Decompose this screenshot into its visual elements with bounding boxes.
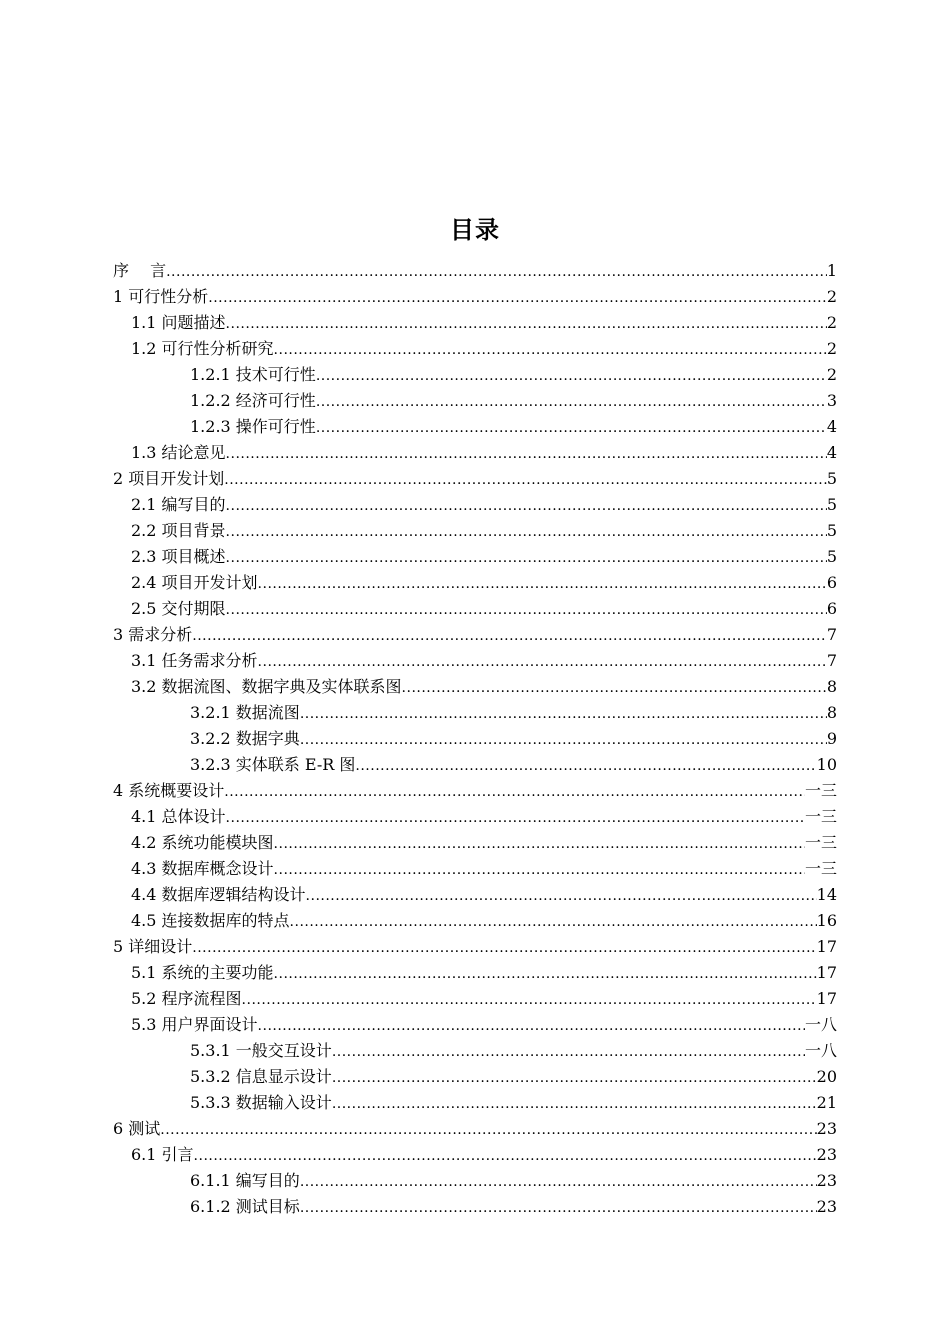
toc-entry-page-number: 8 <box>826 703 837 722</box>
toc-entry-label: 1.3 结论意见 <box>131 443 226 462</box>
toc-entry-label: 2.1 编写目的 <box>131 495 226 514</box>
toc-entry-page-number: 2 <box>826 365 837 384</box>
toc-dot-leader <box>192 934 816 961</box>
toc-entry[interactable] <box>113 310 837 336</box>
toc-entry-label: 5.3.2 信息显示设计 <box>190 1067 332 1086</box>
toc-entry-label: 3.2 数据流图、数据字典及实体联系图 <box>131 677 402 696</box>
toc-entry[interactable] <box>113 1168 837 1194</box>
toc-dot-leader <box>316 388 827 415</box>
toc-entry-label: 2.4 项目开发计划 <box>131 573 258 592</box>
toc-entry-label: 5.3.1 一般交互设计 <box>190 1041 332 1060</box>
toc-entry[interactable] <box>113 1090 837 1116</box>
toc-entry-page-number: 7 <box>826 625 837 644</box>
toc-dot-leader <box>226 440 827 467</box>
toc-entry-page-number: 17 <box>816 937 837 956</box>
toc-entry-page-number: 5 <box>826 547 837 566</box>
toc-entry[interactable] <box>113 258 837 284</box>
toc-dot-leader <box>224 778 805 805</box>
toc-entry-page-number: 23 <box>816 1197 837 1216</box>
toc-entry[interactable] <box>113 570 837 596</box>
toc-entry[interactable] <box>113 674 837 700</box>
toc-entry-page-number: 5 <box>826 521 837 540</box>
toc-dot-leader <box>274 960 817 987</box>
toc-dot-leader <box>166 258 827 285</box>
toc-entry[interactable] <box>113 1194 837 1220</box>
toc-entry-page-number: 20 <box>816 1067 837 1086</box>
toc-dot-leader <box>226 492 827 519</box>
toc-dot-leader <box>290 908 817 935</box>
toc-entry[interactable] <box>113 778 837 804</box>
toc-entry-page-number: 4 <box>826 443 837 462</box>
toc-entry-page-number: 17 <box>816 989 837 1008</box>
toc-entry-label: 6.1.1 编写目的 <box>190 1171 300 1190</box>
toc-dot-leader <box>300 726 827 753</box>
toc-entry-page-number: 一三 <box>804 833 837 852</box>
toc-entry-label: 5.1 系统的主要功能 <box>131 963 274 982</box>
toc-title: 目录 <box>450 216 500 244</box>
toc-entry[interactable] <box>113 440 837 466</box>
toc-dot-leader <box>226 544 827 571</box>
toc-entry-label: 3 需求分析 <box>113 625 193 644</box>
toc-entry-page-number: 16 <box>816 911 837 930</box>
toc-entry[interactable] <box>113 700 837 726</box>
toc-entry[interactable] <box>113 752 837 778</box>
toc-dot-leader <box>332 1038 805 1065</box>
toc-entry-label: 序 言 <box>113 261 167 280</box>
toc-dot-leader <box>316 362 827 389</box>
toc-entry[interactable] <box>113 336 837 362</box>
toc-entry-page-number: 2 <box>826 313 837 332</box>
toc-entry[interactable] <box>113 804 837 830</box>
toc-entry[interactable] <box>113 362 837 388</box>
toc-entry[interactable] <box>113 596 837 622</box>
toc-entry[interactable] <box>113 388 837 414</box>
toc-dot-leader <box>332 1064 817 1091</box>
toc-dot-leader <box>274 856 805 883</box>
toc-entry[interactable] <box>113 1038 837 1064</box>
toc-entry-page-number: 一三 <box>804 859 837 878</box>
toc-dot-leader <box>242 986 817 1013</box>
toc-entry-label: 1.1 问题描述 <box>131 313 226 332</box>
toc-dot-leader <box>316 414 827 441</box>
toc-entry-label: 1.2.1 技术可行性 <box>190 365 316 384</box>
toc-entry-label: 1.2 可行性分析研究 <box>131 339 274 358</box>
toc-entry-page-number: 一三 <box>804 807 837 826</box>
toc-entry-label: 4.3 数据库概念设计 <box>131 859 274 878</box>
toc-dot-leader <box>306 882 817 909</box>
toc-entry-label: 3.2.1 数据流图 <box>190 703 300 722</box>
toc-dot-leader <box>402 674 827 701</box>
toc-entry-page-number: 8 <box>826 677 837 696</box>
toc-entry[interactable] <box>113 284 837 310</box>
toc-dot-leader <box>160 1116 816 1143</box>
toc-entry[interactable] <box>113 1064 837 1090</box>
toc-entry-label: 6.1.2 测试目标 <box>190 1197 300 1216</box>
toc-dot-leader <box>274 336 827 363</box>
toc-entry-page-number: 9 <box>826 729 837 748</box>
toc-dot-leader <box>332 1090 817 1117</box>
toc-entry-label: 4 系统概要设计 <box>113 781 225 800</box>
toc-entry-label: 2 项目开发计划 <box>113 469 225 488</box>
toc-entry-label: 5.2 程序流程图 <box>131 989 242 1008</box>
toc-entry[interactable] <box>113 830 837 856</box>
toc-entry-page-number: 5 <box>826 495 837 514</box>
toc-entry-page-number: 21 <box>816 1093 837 1112</box>
toc-dot-leader <box>226 804 805 831</box>
toc-dot-leader <box>258 648 827 675</box>
toc-entry-label: 5.3.3 数据输入设计 <box>190 1093 332 1112</box>
toc-entry-label: 4.4 数据库逻辑结构设计 <box>131 885 306 904</box>
toc-entry[interactable] <box>113 518 837 544</box>
toc-entry-label: 1 可行性分析 <box>113 287 209 306</box>
toc-dot-leader <box>226 518 827 545</box>
toc-entry-page-number: 23 <box>816 1171 837 1190</box>
toc-entry-page-number: 2 <box>826 339 837 358</box>
toc-entry[interactable] <box>113 1116 837 1142</box>
toc-entry-label: 5.3 用户界面设计 <box>131 1015 258 1034</box>
toc-entry[interactable] <box>113 1012 837 1038</box>
toc-entry[interactable] <box>113 414 837 440</box>
toc-dot-leader <box>300 1168 817 1195</box>
toc-entry-page-number: 10 <box>816 755 837 774</box>
toc-entry-page-number: 14 <box>816 885 837 904</box>
toc-dot-leader <box>194 1142 817 1169</box>
toc-entry-page-number: 7 <box>826 651 837 670</box>
toc-list <box>113 258 837 1220</box>
toc-entry-label: 5 详细设计 <box>113 937 193 956</box>
toc-dot-leader <box>300 700 827 727</box>
toc-entry[interactable] <box>113 934 837 960</box>
toc-dot-leader <box>226 310 827 337</box>
toc-dot-leader <box>258 570 827 597</box>
toc-entry-page-number: 6 <box>826 599 837 618</box>
toc-entry-label: 2.3 项目概述 <box>131 547 226 566</box>
toc-entry-label: 4.1 总体设计 <box>131 807 226 826</box>
toc-entry[interactable] <box>113 882 837 908</box>
toc-dot-leader <box>300 1194 817 1221</box>
toc-entry-label: 6.1 引言 <box>131 1145 194 1164</box>
toc-entry-page-number: 1 <box>826 261 837 280</box>
toc-entry[interactable] <box>113 908 837 934</box>
toc-entry-page-number: 5 <box>826 469 837 488</box>
toc-entry-page-number: 17 <box>816 963 837 982</box>
toc-entry[interactable] <box>113 492 837 518</box>
toc-entry-label: 4.2 系统功能模块图 <box>131 833 274 852</box>
toc-entry[interactable] <box>113 986 837 1012</box>
toc-dot-leader <box>355 752 816 779</box>
toc-dot-leader <box>192 622 827 649</box>
toc-entry[interactable] <box>113 544 837 570</box>
toc-dot-leader <box>224 466 827 493</box>
toc-dot-leader <box>258 1012 805 1039</box>
toc-entry[interactable] <box>113 622 837 648</box>
toc-entry[interactable] <box>113 960 837 986</box>
toc-entry-page-number: 一三 <box>804 781 837 800</box>
toc-entry-label: 3.2.2 数据字典 <box>190 729 300 748</box>
toc-entry-page-number: 2 <box>826 287 837 306</box>
toc-entry-label: 3.1 任务需求分析 <box>131 651 258 670</box>
toc-dot-leader <box>208 284 827 311</box>
toc-entry-page-number: 一八 <box>804 1015 837 1034</box>
toc-entry-page-number: 3 <box>826 391 837 410</box>
toc-entry-label: 4.5 连接数据库的特点 <box>131 911 290 930</box>
toc-entry-label: 1.2.2 经济可行性 <box>190 391 316 410</box>
toc-entry-page-number: 4 <box>826 417 837 436</box>
toc-entry-label: 2.5 交付期限 <box>131 599 226 618</box>
toc-entry[interactable] <box>113 856 837 882</box>
toc-entry-label: 3.2.3 实体联系 E-R 图 <box>190 755 356 774</box>
toc-entry-label: 6 测试 <box>113 1119 161 1138</box>
toc-entry-label: 2.2 项目背景 <box>131 521 226 540</box>
toc-entry[interactable] <box>113 726 837 752</box>
toc-dot-leader <box>226 596 827 623</box>
toc-entry-page-number: 23 <box>816 1119 837 1138</box>
toc-entry-page-number: 一八 <box>804 1041 837 1060</box>
toc-entry-label: 1.2.3 操作可行性 <box>190 417 316 436</box>
toc-entry[interactable] <box>113 648 837 674</box>
toc-entry-page-number: 23 <box>816 1145 837 1164</box>
toc-dot-leader <box>274 830 805 857</box>
toc-entry[interactable] <box>113 466 837 492</box>
toc-entry-page-number: 6 <box>826 573 837 592</box>
toc-entry[interactable] <box>113 1142 837 1168</box>
